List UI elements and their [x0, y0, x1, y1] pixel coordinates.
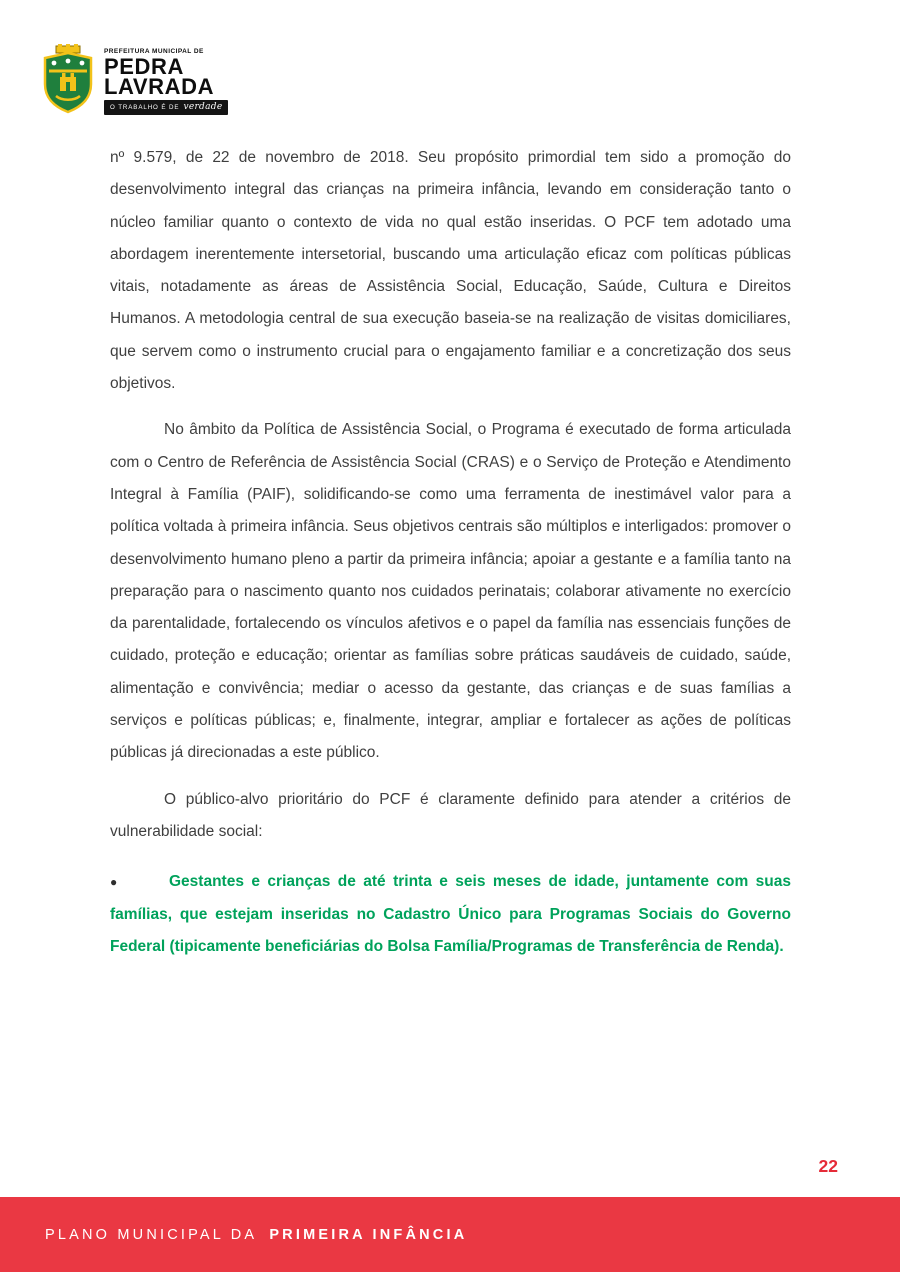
- paragraph-publico-alvo: O público-alvo prioritário do PCF é claramente definido para atender a critérios de vulnerabilidade social:: [110, 790, 791, 840]
- logo-slogan-text: O TRABALHO É DE: [110, 104, 180, 112]
- logo-text: [104, 44, 228, 115]
- footer-title-regular: PLANO MUNICIPAL DA: [45, 1226, 258, 1243]
- footer-bar: [0, 1197, 900, 1272]
- document-body: [110, 142, 791, 963]
- bullet-item-gestantes: [110, 866, 791, 963]
- logo-name-line1: PEDRA: [104, 54, 185, 79]
- logo-slogan-script: verdade: [183, 102, 223, 113]
- logo-slogan-ribbon: [104, 100, 228, 115]
- municipality-logo: [40, 44, 228, 119]
- paragraph-pcf-intro: nº 9.579, de 22 de novembro de 2018. Seu propósito primordial tem sido a promoção do desenvolvimento integral das crianças na primeira infância, levando em consideração tanto o núcleo familiar quanto o contexto de vida no qual estão inseridas. O PCF tem adotado uma abordagem inerentemente intersetorial, buscando uma articulação eficaz com políticas públicas vitais, notadamente as áreas de Assistência Social, Educação, Saúde, Cultura e Direitos Humanos. A metodologia central de sua execução baseia-se na realização de visitas domiciliares, que servem como o instrumento crucial para o engajamento familiar e a concretização dos seus objetivos.: [110, 149, 791, 393]
- logo-name-line2: LAVRADA: [104, 74, 215, 100]
- logo-superline: PREFEITURA MUNICIPAL DE: [104, 48, 204, 55]
- coat-of-arms-icon: [40, 44, 96, 119]
- footer-title-bold: PRIMEIRA INFÂNCIA: [269, 1226, 468, 1243]
- page-number: 22: [818, 1156, 838, 1176]
- bullet-icon: ●: [110, 875, 118, 890]
- paragraph-assistencia-social: No âmbito da Política de Assistência Social, o Programa é executado de forma articulada com o Centro de Referência de Assistência Social (CRAS) e o Serviço de Proteção e Atendimento Integral à Família (PAIF), solidificando-se como uma ferramenta de inestimável valor para a política voltada à primeira infância. Seus objetivos centrais são múltiplos e interligados: promover o desenvolvimento humano pleno a partir da primeira infância; apoiar a gestante e a família tanto na preparação para o nascimento quanto nos cuidados perinatais; colaborar ativamente no exercício da parentalidade, fortalecendo os vínculos afetivos e o papel da família nas essenciais funções de cuidado, proteção e educação; orientar as famílias sobre práticas saudáveis de cuidado, saúde, alimentação e convivência; mediar o acesso da gestante, das crianças e de suas famílias a serviços e políticas públicas; e, finalmente, integrar, ampliar e fortalecer as ações de políticas públicas já direcionadas a este público.: [110, 421, 791, 762]
- bullet-item-text: Gestantes e crianças de até trinta e seis meses de idade, juntamente com suas famílias, que estejam inseridas no Cadastro Único para Programas Sociais do Governo Federal (tipicamente beneficiárias do Bolsa Família/Programas de Transferência de Renda).: [110, 873, 791, 955]
